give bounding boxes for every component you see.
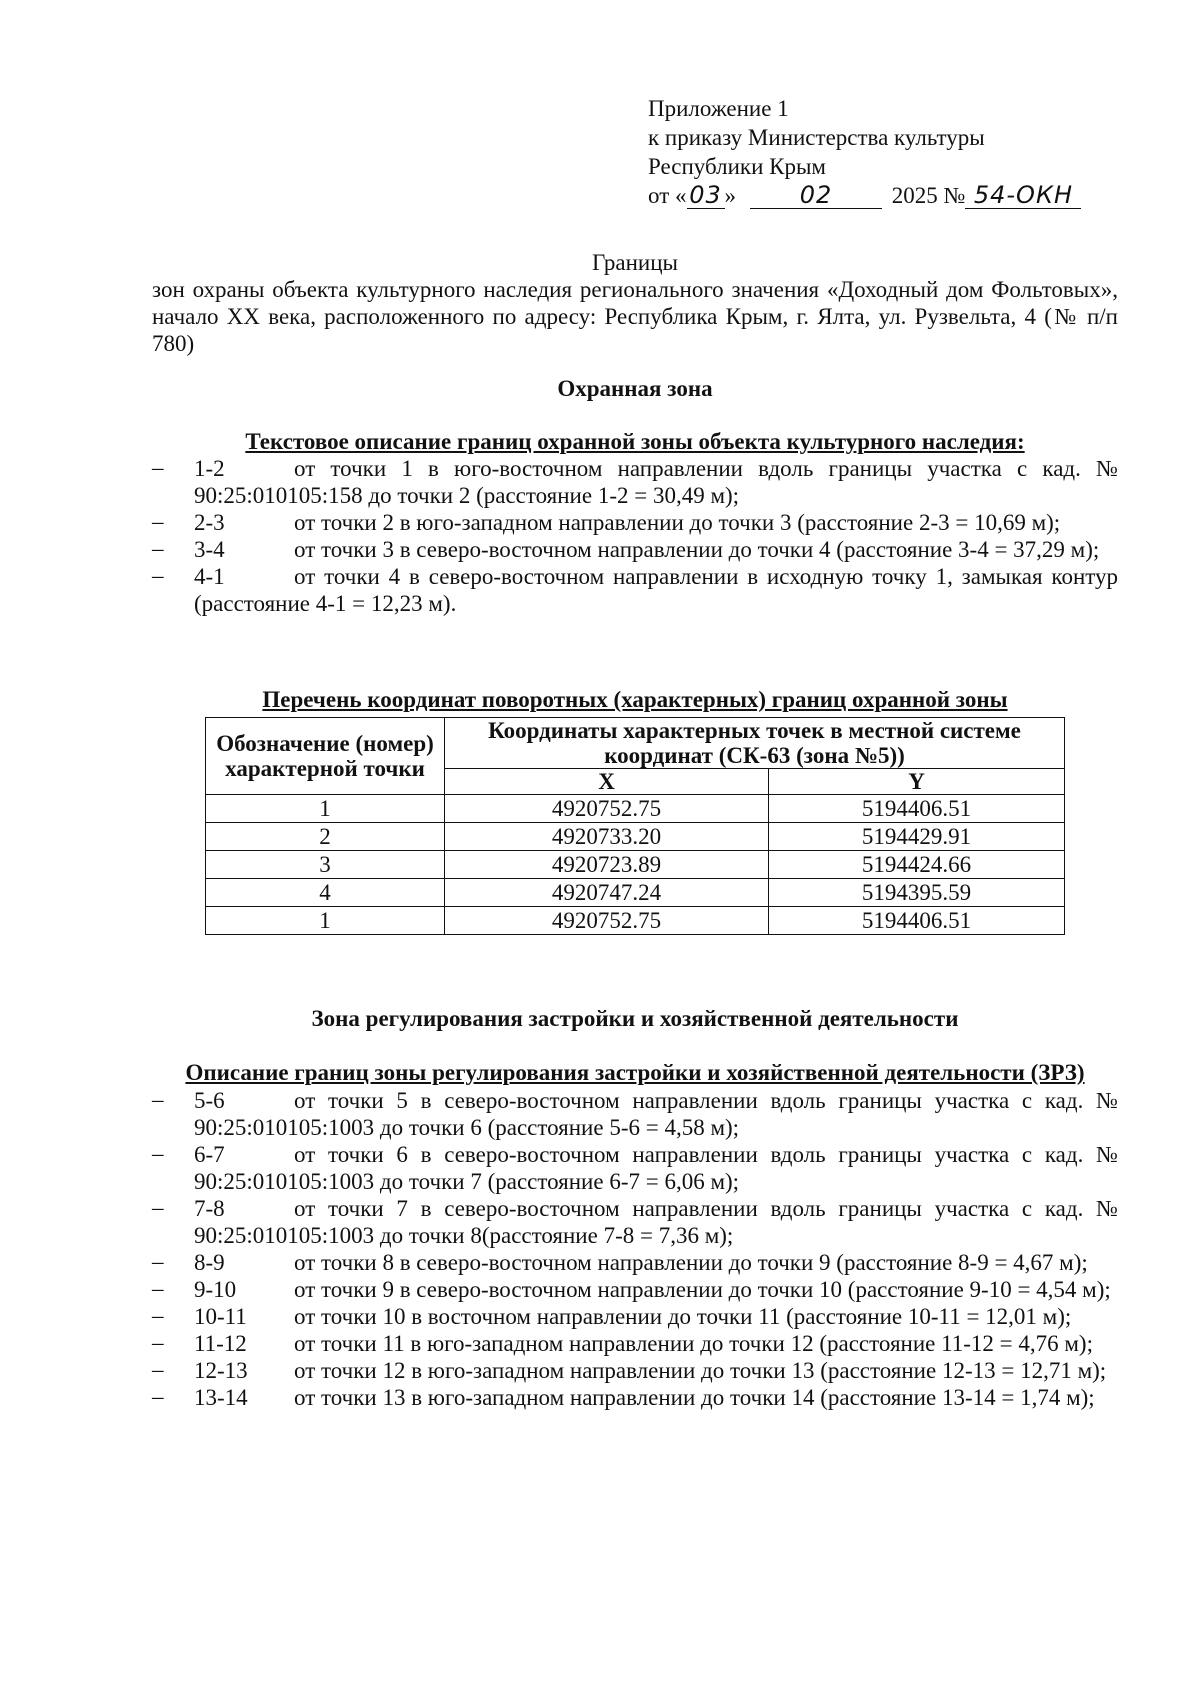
- segment-code: 7-8: [194, 1196, 225, 1221]
- segment-text: от точки 6 в северо-восточном направлении вдоль границы участка с кад. № 90:25:010105:1003 до точки 7 (расстояние 6-7 = 6,06 м);: [194, 1142, 1118, 1194]
- segment-text: от точки 7 в северо-восточном направлении вдоль границы участка с кад. № 90:25:010105:1003 до точки 8(расстояние 7-8 = 7,36 м);: [194, 1196, 1118, 1248]
- list-item: [152, 1357, 1118, 1384]
- cell-x: 4920752.75: [445, 907, 769, 935]
- cell-point: 2: [206, 823, 445, 851]
- segment-code: 12-13: [194, 1358, 248, 1383]
- cell-point: 1: [206, 795, 445, 823]
- list-item: [152, 1330, 1118, 1357]
- segment-text: от точки 9 в северо-восточном направлении до точки 10 (расстояние 9-10 = 4,54 м);: [294, 1277, 1111, 1302]
- segment-text: от точки 13 в юго-западном направлении до точки 14 (расстояние 13-14 = 1,74 м);: [294, 1385, 1095, 1410]
- order-number: 54-ОКН: [965, 183, 1081, 209]
- segment-code: 5-6: [194, 1088, 225, 1113]
- list-dash: –: [152, 1141, 164, 1166]
- table-row: [206, 907, 1065, 935]
- segment-code: 11-12: [194, 1331, 247, 1356]
- segment-text: от точки 12 в юго-западном направлении до точки 13 (расстояние 12-13 = 12,71 м);: [294, 1358, 1107, 1383]
- appendix-number: Приложение 1: [648, 96, 789, 121]
- cell-x: 4920723.89: [445, 851, 769, 879]
- list-dash: –: [152, 1249, 164, 1274]
- segment-code: 9-10: [194, 1277, 237, 1302]
- col-coords-header: Координаты характерных точек в местной системе координат (СК-63 (зона №5)): [445, 718, 1065, 769]
- coordinates-table-heading: Перечень координат поворотных (характерных) границ охранной зоны: [262, 687, 1008, 712]
- segment-text: от точки 2 в юго-западном направлении до точки 3 (расстояние 2-3 = 10,69 м);: [294, 510, 1061, 535]
- list-dash: –: [152, 1330, 164, 1355]
- cell-y: 5194424.66: [769, 851, 1065, 879]
- segment-code: 4-1: [194, 564, 225, 589]
- cell-point: 1: [206, 907, 445, 935]
- segment-text: от точки 5 в северо-восточном направлении вдоль границы участка с кад. № 90:25:010105:1003 до точки 6 (расстояние 5-6 = 4,58 м);: [194, 1088, 1118, 1140]
- segment-code: 2-3: [194, 510, 225, 535]
- list-item: [152, 1195, 1118, 1249]
- list-dash: –: [152, 509, 164, 534]
- segment-text: от точки 3 в северо-восточном направлении до точки 4 (расстояние 3-4 = 37,29 м);: [294, 537, 1100, 562]
- list-item: [152, 1141, 1118, 1195]
- list-dash: –: [152, 1087, 164, 1112]
- segment-text: от точки 11 в юго-западном направлении до точки 12 (расстояние 11-12 = 4,76 м);: [294, 1331, 1093, 1356]
- segment-code: 1-2: [194, 456, 225, 481]
- list-dash: –: [152, 1357, 164, 1382]
- appendix-republic: Республики Крым: [648, 154, 826, 179]
- segment-code: 8-9: [194, 1250, 225, 1275]
- order-year: 2025 №: [891, 183, 966, 208]
- segment-code: 3-4: [194, 537, 225, 562]
- regulation-zone-text-heading: Описание границ зоны регулирования застройки и хозяйственной деятельности (ЗРЗ): [185, 1060, 1085, 1085]
- col-point-header: Обозначение (номер) характерной точки: [206, 718, 445, 795]
- list-dash: –: [152, 1384, 164, 1409]
- date-prefix: от «: [648, 183, 687, 208]
- document-title: Границы: [592, 250, 678, 275]
- segment-text: от точки 8 в северо-восточном направлении до точки 9 (расстояние 8-9 = 4,67 м);: [294, 1250, 1088, 1275]
- cell-y: 5194395.59: [769, 879, 1065, 907]
- coordinates-table: [205, 717, 1065, 935]
- list-dash: –: [152, 563, 164, 588]
- table-row: [206, 851, 1065, 879]
- regulation-zone-heading: Зона регулирования застройки и хозяйственной деятельности: [311, 1006, 959, 1031]
- list-item: [152, 563, 1118, 617]
- order-day: 03: [687, 183, 725, 209]
- table-row: [206, 795, 1065, 823]
- segment-text: от точки 4 в северо-восточном направлении в исходную точку 1, замыкая контур (расстояние 4-1 = 12,23 м).: [194, 564, 1118, 616]
- order-date-line: [648, 181, 1108, 211]
- list-item: [152, 455, 1118, 509]
- list-dash: –: [152, 536, 164, 561]
- segment-code: 6-7: [194, 1142, 225, 1167]
- list-item: [152, 1384, 1118, 1411]
- cell-point: 3: [206, 851, 445, 879]
- document-subtitle: зон охраны объекта культурного наследия регионального значения «Доходный дом Фольтовых», начало XX века, расположенного по адресу: Республика Крым, г. Ялта, ул. Рузвельта, 4 (№ п/п 780): [152, 277, 1118, 356]
- date-mid: »: [724, 183, 736, 208]
- protected-zone-text-heading: Текстовое описание границ охранной зоны объекта культурного наследия:: [245, 429, 1025, 454]
- order-month: 02: [750, 183, 882, 209]
- cell-point: 4: [206, 879, 445, 907]
- segment-text: от точки 10 в восточном направлении до точки 11 (расстояние 10-11 = 12,01 м);: [294, 1304, 1072, 1329]
- regulation-zone-list: [152, 1087, 1118, 1411]
- list-item: [152, 1249, 1118, 1276]
- cell-y: 5194406.51: [769, 795, 1065, 823]
- cell-y: 5194406.51: [769, 907, 1065, 935]
- table-row: [206, 879, 1065, 907]
- list-item: [152, 1276, 1118, 1303]
- segment-text: от точки 1 в юго-восточном направлении вдоль границы участка с кад. № 90:25:010105:158 до точки 2 (расстояние 1-2 = 30,49 м);: [194, 456, 1118, 508]
- list-dash: –: [152, 1195, 164, 1220]
- protected-zone-heading: Охранная зона: [557, 376, 713, 401]
- col-x-header: X: [445, 769, 769, 795]
- col-y-header: Y: [769, 769, 1065, 795]
- list-item: [152, 1303, 1118, 1330]
- cell-x: 4920747.24: [445, 879, 769, 907]
- list-item: [152, 536, 1118, 563]
- segment-code: 10-11: [194, 1304, 247, 1329]
- appendix-reference: [648, 94, 1108, 211]
- list-dash: –: [152, 1276, 164, 1301]
- cell-x: 4920752.75: [445, 795, 769, 823]
- list-dash: –: [152, 1303, 164, 1328]
- list-item: [152, 509, 1118, 536]
- appendix-order-ref: к приказу Министерства культуры: [648, 125, 985, 150]
- cell-x: 4920733.20: [445, 823, 769, 851]
- protected-zone-list: [152, 455, 1118, 617]
- segment-code: 13-14: [194, 1385, 248, 1410]
- cell-y: 5194429.91: [769, 823, 1065, 851]
- list-dash: –: [152, 455, 164, 480]
- list-item: [152, 1087, 1118, 1141]
- table-row: [206, 823, 1065, 851]
